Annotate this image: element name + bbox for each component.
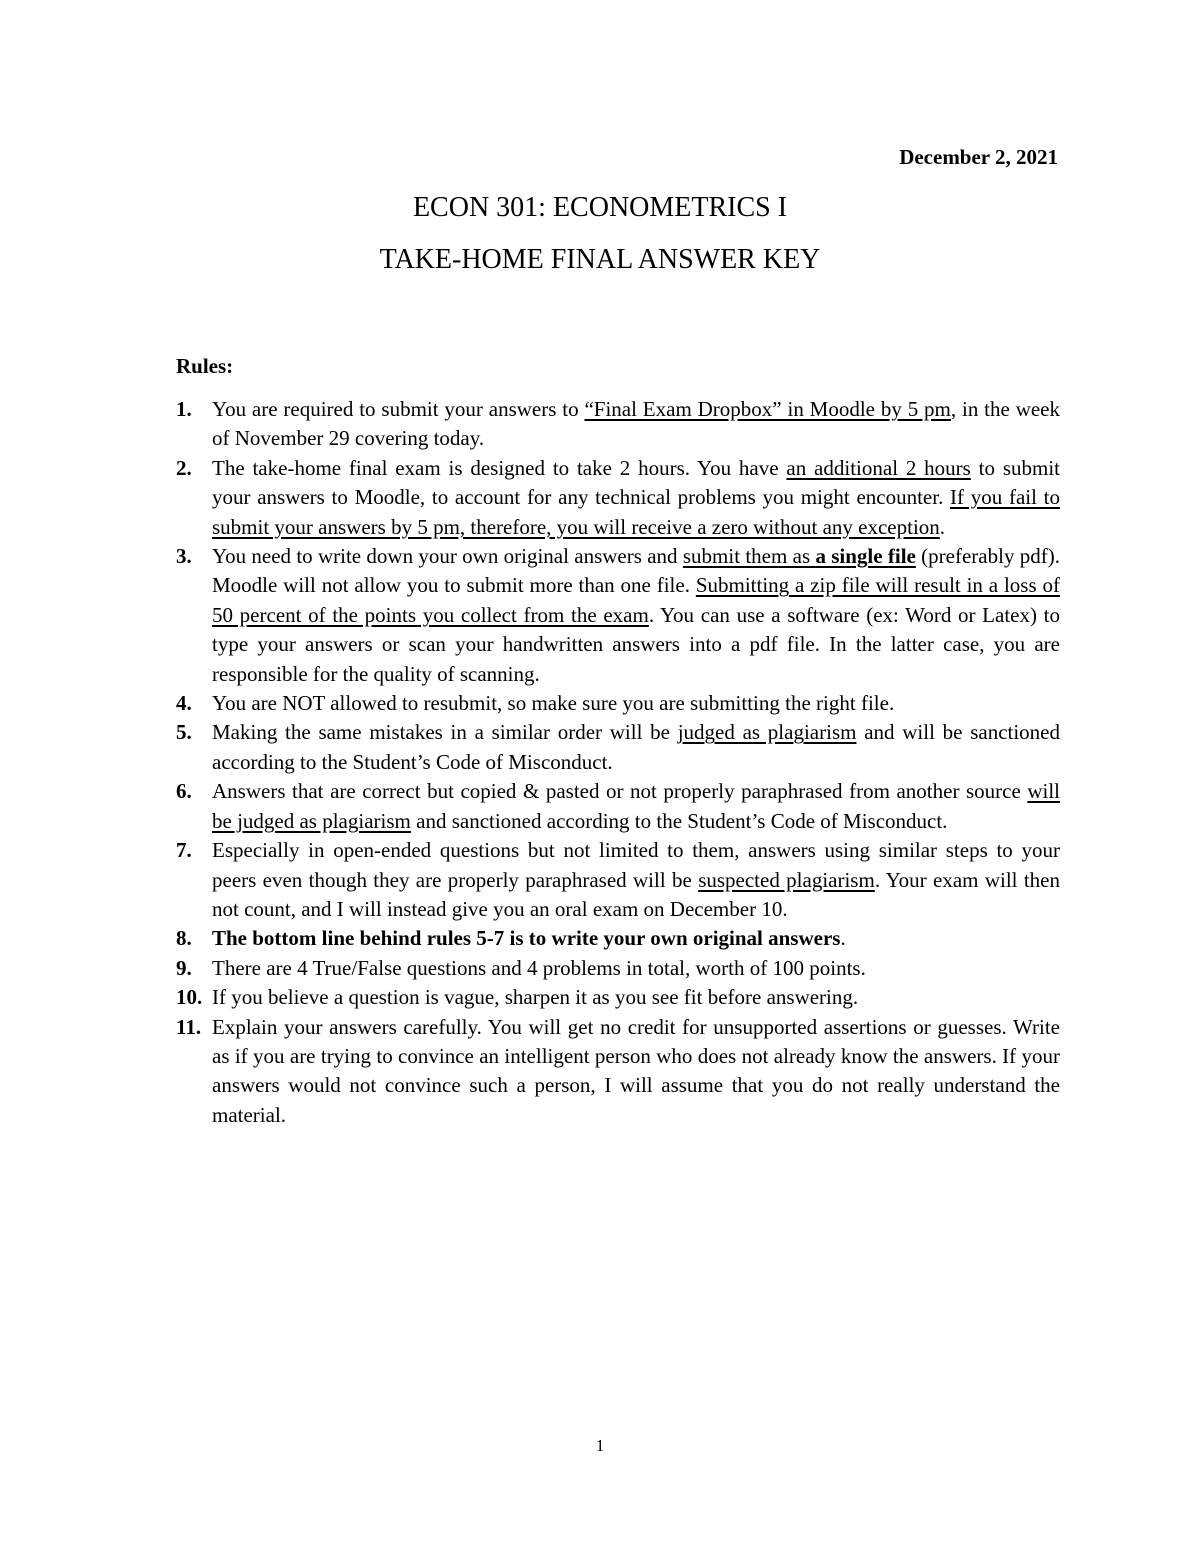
document-title: TAKE-HOME FINAL ANSWER KEY [379, 244, 821, 275]
rule-segment: Making the same mistakes in a similar order will be [212, 720, 678, 745]
rule-item [176, 924, 1060, 953]
rule-emphasis: a single file [815, 544, 916, 569]
rule-item [176, 777, 1060, 836]
rule-item [176, 983, 1060, 1012]
rules-list [176, 395, 1060, 1130]
document-date: December 2, 2021 [899, 145, 1058, 169]
rule-text [212, 718, 1060, 777]
rule-number: 2. [176, 455, 192, 480]
rule-text [212, 924, 1060, 953]
rule-segment: (preferably pdf). Moodle will not allow you to submit more than one file. [212, 544, 1060, 598]
rule-segment: Answers that are correct but copied & pasted or not properly paraphrased from another source [212, 779, 1028, 804]
rule-item [176, 454, 1060, 542]
rule-number: 10. [176, 985, 203, 1010]
rule-item [176, 836, 1060, 924]
rule-number: 11. [176, 1014, 202, 1039]
course-title: ECON 301: ECONOMETRICS I [412, 192, 788, 223]
page-number: 1 [595, 1436, 605, 1455]
rule-item [176, 954, 1060, 983]
rule-number: 3. [176, 544, 192, 569]
rule-text [212, 777, 1060, 836]
rule-number: 6. [176, 779, 192, 804]
rule-segment: . [840, 926, 846, 951]
rule-emphasis: will be judged as plagiarism [212, 779, 1060, 833]
rule-segment: and sanctioned according to the Student’s Code of Misconduct. [410, 808, 948, 833]
rule-text [212, 983, 1060, 1012]
rule-number: 5. [176, 720, 192, 745]
rule-text [212, 954, 1060, 983]
rule-emphasis: judged as plagiarism [677, 720, 857, 745]
rule-item [176, 1013, 1060, 1131]
rule-segment: The take-home final exam is designed to take 2 hours. You have [212, 455, 787, 480]
rule-text [212, 1013, 1060, 1131]
rule-segment: , in the week of November 29 covering today. [212, 397, 1060, 451]
rule-text [212, 395, 1060, 454]
rules-heading: Rules: [176, 354, 234, 378]
rule-segment: You need to write down your own original answers and [212, 544, 683, 569]
rule-bold: The bottom line behind rules 5-7 is to write your own original answers [212, 926, 841, 951]
rule-segment: You are NOT allowed to resubmit, so make sure you are submitting the right file. [212, 691, 895, 716]
rule-text [212, 542, 1060, 689]
rule-segment: . You can use a software (ex: Word or Latex) to type your answers or scan your handwritten answers into a pdf file. In the latter case, you are responsible for the quality of scanning. [212, 602, 1060, 686]
rule-emphasis: Submitting a zip file will result in a loss of 50 percent of the points you collect from the exam [212, 573, 1061, 627]
rule-item [176, 395, 1060, 454]
rule-segment: to submit your answers to Moodle, to account for any technical problems you might encounter. [212, 455, 1060, 510]
rule-segment: Especially in open-ended questions but not limited to them, answers using similar steps to your peers even though they are properly paraphrased will be [212, 838, 1060, 892]
rule-number: 9. [176, 955, 192, 980]
rule-number: 4. [176, 691, 192, 716]
rule-emphasis: “Final Exam Dropbox” in Moodle by 5 pm [584, 397, 951, 421]
rule-segment: . [939, 514, 946, 539]
rule-emphasis: If you fail to submit your answers by 5 pm, therefore, you will receive a zero without any exception [212, 485, 1060, 539]
rule-segment: . Your exam will then not count, and I will instead give you an oral exam on December 10. [212, 867, 1060, 921]
rule-segment: You are required to submit your answers to [212, 397, 585, 421]
rule-text [212, 454, 1060, 542]
rule-segment: If you believe a question is vague, sharpen it as you see fit before answering. [212, 985, 859, 1010]
rule-emphasis: an additional 2 hours [786, 455, 971, 480]
rule-number: 1. [176, 397, 192, 421]
rule-text [212, 689, 1060, 718]
rule-segment: Explain your answers carefully. You will get no credit for unsupported assertions or guesses. Write as if you are trying to convince an intelligent person who does not already know the answers. If your answers would not convince such a person, I will assume that you do not really understand the material. [212, 1014, 1060, 1127]
rule-number: 8. [176, 926, 192, 951]
rule-segment: There are 4 True/False questions and 4 problems in total, worth of 100 points. [212, 955, 866, 980]
rule-segment: and will be sanctioned according to the Student’s Code of Misconduct. [212, 720, 1061, 774]
rule-item [176, 542, 1060, 689]
rule-item [176, 718, 1060, 777]
rule-number: 7. [176, 838, 192, 863]
rule-text [212, 836, 1060, 924]
rule-emphasis: submit them as [682, 544, 816, 569]
rule-emphasis: suspected plagiarism [698, 867, 875, 892]
rule-item [176, 689, 1060, 718]
